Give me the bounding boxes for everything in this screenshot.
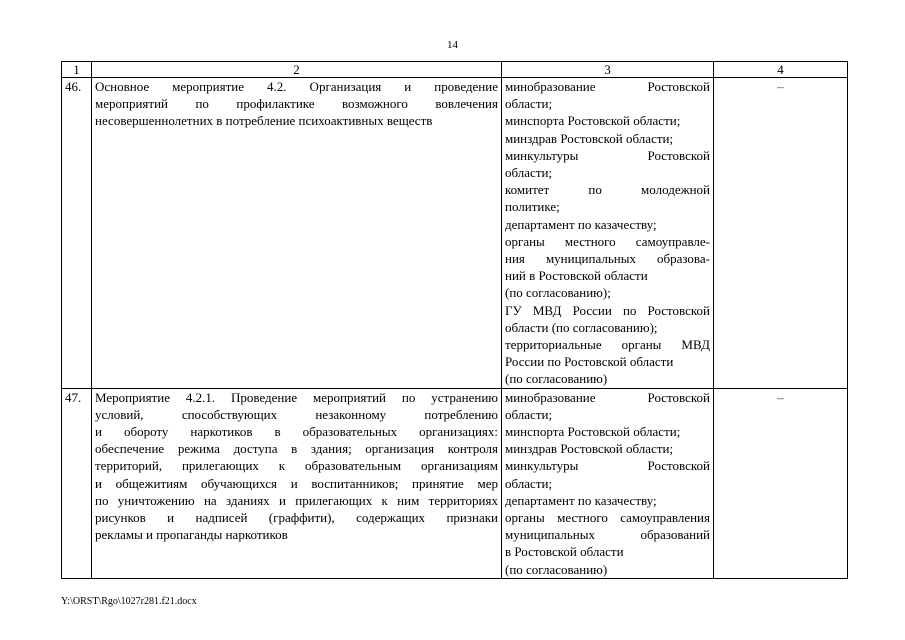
- measures-table: [61, 61, 848, 579]
- executor-line: в Ростовской области: [505, 544, 624, 560]
- description-line: условий, способствующих незаконному потреблению: [95, 406, 498, 422]
- executor-line: департамент по казачеству;: [505, 216, 657, 232]
- executor-line: политике;: [505, 199, 560, 215]
- executor-line: органы местного самоуправле-: [505, 233, 710, 249]
- measure-description: [92, 388, 502, 578]
- table-row: [62, 78, 848, 389]
- executor-line: минкультуры Ростовской: [505, 147, 710, 163]
- executor-line: ний в Ростовской области: [505, 268, 648, 284]
- executor-line: области;: [505, 165, 553, 181]
- executor-line: области (по согласованию);: [505, 319, 658, 335]
- table-header-row: [62, 62, 848, 78]
- executor-line: области;: [505, 406, 553, 422]
- executor-line: минобразование Ростовской: [505, 389, 710, 405]
- page-number: 14: [447, 39, 458, 51]
- description-line: мероприятий по профилактике возможного вовлечения: [95, 96, 498, 112]
- executor-line: (по согласованию): [505, 371, 608, 387]
- description-line: Основное мероприятие 4.2. Организация и проведение: [95, 79, 498, 94]
- description-line: несовершеннолетних в потребление психоактивных веществ: [95, 113, 433, 129]
- executor-line: минздрав Ростовской области;: [505, 130, 674, 146]
- executor-line: минобразование Ростовской: [505, 79, 710, 94]
- executor-line: области;: [505, 475, 553, 491]
- description-line: рисунков и надписей (граффити), содержащих признаки: [95, 510, 498, 526]
- executor-line: (по согласованию): [505, 561, 608, 577]
- description-line: по уничтожению на зданиях и прилегающих к ним территориях: [95, 492, 498, 508]
- table-row: [62, 388, 848, 578]
- description-line: Мероприятие 4.2.1. Проведение мероприятий по устранению: [95, 389, 498, 405]
- column-4-value: –: [714, 388, 848, 578]
- row-number: 46.: [62, 78, 92, 389]
- executor-line: комитет по молодежной: [505, 182, 710, 198]
- column-4-value: –: [714, 78, 848, 389]
- column-header-2: 2: [92, 62, 502, 78]
- column-header-3: 3: [502, 62, 714, 78]
- file-path-footer: Y:\ORST\Rgo\1027r281.f21.docx: [61, 596, 197, 607]
- column-header-4: 4: [714, 62, 848, 78]
- executor-line: минздрав Ростовской области;: [505, 441, 674, 457]
- executor-line: департамент по казачеству;: [505, 492, 657, 508]
- executor-line: муниципальных образований: [505, 527, 710, 543]
- responsible-executors: [502, 388, 714, 578]
- executor-line: ния муниципальных образова-: [505, 251, 710, 267]
- executor-line: России по Ростовской области: [505, 354, 674, 370]
- responsible-executors: [502, 78, 714, 389]
- description-line: рекламы и пропаганды наркотиков: [95, 527, 288, 543]
- executor-line: минкультуры Ростовской: [505, 458, 710, 474]
- executor-line: минспорта Ростовской области;: [505, 113, 681, 129]
- row-number: 47.: [62, 388, 92, 578]
- executor-line: органы местного самоуправления: [505, 510, 710, 526]
- description-line: и общежитиям обучающихся и воспитанников; принятие мер: [95, 475, 498, 491]
- description-line: и обороту наркотиков в образовательных организациях:: [95, 424, 498, 440]
- description-line: обеспечение режима доступа в здания; организация контроля: [95, 441, 498, 457]
- executor-line: территориальные органы МВД: [505, 337, 710, 353]
- description-line: территорий, прилегающих к образовательным организациям: [95, 458, 498, 474]
- executor-line: области;: [505, 96, 553, 112]
- measure-description: [92, 78, 502, 389]
- executor-line: (по согласованию);: [505, 285, 611, 301]
- executor-line: минспорта Ростовской области;: [505, 424, 681, 440]
- column-header-1: 1: [62, 62, 92, 78]
- executor-line: ГУ МВД России по Ростовской: [505, 302, 710, 318]
